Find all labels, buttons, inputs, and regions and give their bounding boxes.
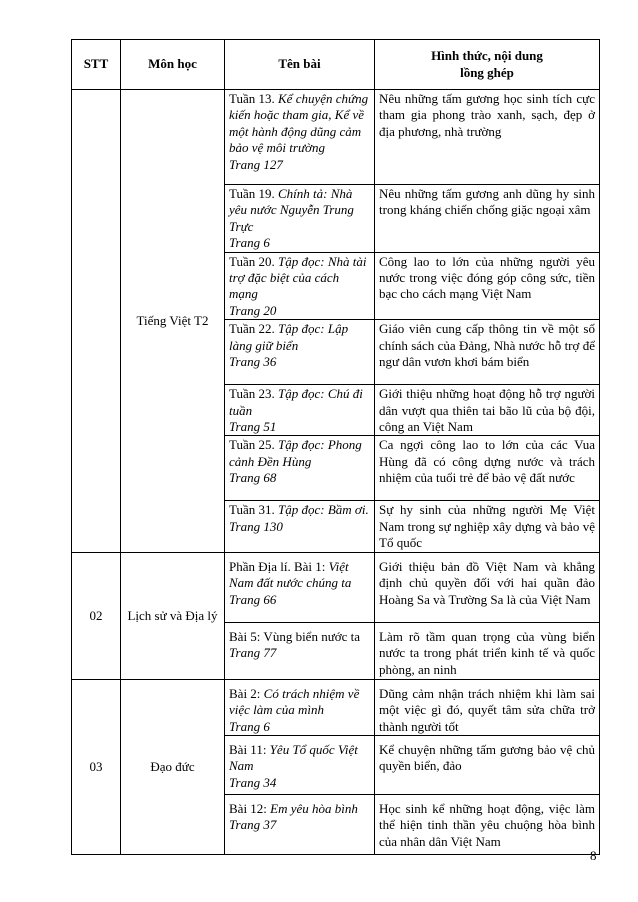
- header-content: [375, 40, 600, 90]
- lesson-cell: Tuần 31. Tập đọc: Bầm ơi. Trang 130: [225, 501, 375, 552]
- lesson-cell: Tuần 19. Chính tả: Nhà yêu nước Nguyễn Trung Trực Trang 6: [225, 185, 375, 253]
- lesson-cell: Phần Địa lí. Bài 1: Việt Nam đất nước chúng ta Trang 66: [225, 552, 375, 622]
- content-cell: Sự hy sinh của những người Mẹ Việt Nam trong sự nghiệp xây dựng và bảo vệ Tổ quốc: [375, 501, 600, 552]
- content-cell: Làm rõ tầm quan trọng của vùng biển nước ta trong phát triển kinh tế và quốc phòng, an ninh: [375, 622, 600, 679]
- lesson-cell: Tuần 23. Tập đọc: Chú đi tuần Trang 51: [225, 385, 375, 436]
- header-content-line2: lồng ghép: [460, 64, 514, 80]
- header-content-line1: Hình thức, nội dung: [431, 48, 543, 64]
- stt-cell: 03: [72, 679, 121, 854]
- content-cell: Ca ngợi công lao to lớn của các Vua Hùng đã có công dựng nước và trách nhiệm của tuổi trẻ để bảo vệ đất nước: [375, 436, 600, 501]
- content-cell: Dũng cảm nhận trách nhiệm khi làm sai một việc gì đó, quyết tâm sửa chữa trở thành người tốt: [375, 679, 600, 735]
- lesson-cell: Tuần 20. Tập đọc: Nhà tài trợ đặc biệt của cách mạng Trang 20: [225, 252, 375, 320]
- subject-cell: Lịch sử và Địa lý: [121, 552, 225, 679]
- stt-cell: 02: [72, 552, 121, 679]
- content-cell: Công lao to lớn của những người yêu nước trong việc đóng góp công sức, tiền bạc cho cách mạng Việt Nam: [375, 252, 600, 320]
- table-row: [72, 552, 600, 622]
- page-number: 8: [590, 848, 597, 863]
- content-cell: Nêu những tấm gương anh dũng hy sinh trong kháng chiến chống giặc ngoại xâm: [375, 185, 600, 253]
- header-subject: Môn học: [121, 40, 225, 90]
- stt-cell-empty: [72, 90, 121, 553]
- table-row: [72, 90, 600, 185]
- lesson-cell: Tuần 25. Tập đọc: Phong cảnh Đền Hùng Trang 68: [225, 436, 375, 501]
- table-row: [72, 679, 600, 735]
- content-cell: Giáo viên cung cấp thông tin về một số chính sách của Đảng, Nhà nước hỗ trợ để ngư dân vươn khơi bám biển: [375, 320, 600, 385]
- content-cell: Kể chuyện những tấm gương bảo vệ chủ quyền biển, đảo: [375, 735, 600, 794]
- lesson-cell: Bài 2: Có trách nhiệm về việc làm của mình Trang 6: [225, 679, 375, 735]
- lesson-cell: Bài 5: Vùng biển nước ta Trang 77: [225, 622, 375, 679]
- content-cell: Giới thiệu bản đồ Việt Nam và khẳng định chủ quyền đối với hai quần đảo Hoàng Sa và Trường Sa là của Việt Nam: [375, 552, 600, 622]
- content-cell: Học sinh kể những hoạt động, việc làm thể hiện tinh thần yêu chuộng hòa bình của nhân dân Việt Nam: [375, 794, 600, 854]
- lesson-cell: Bài 12: Em yêu hòa bình Trang 37: [225, 794, 375, 854]
- lesson-cell: Bài 11: Yêu Tổ quốc Việt Nam Trang 34: [225, 735, 375, 794]
- table-header-row: [72, 40, 600, 90]
- lesson-cell: Tuần 22. Tập đọc: Lập làng giữ biển Trang 36: [225, 320, 375, 385]
- content-cell: Giới thiệu những hoạt động hỗ trợ người dân vượt qua thiên tai bão lũ của bộ đội, công an Việt Nam: [375, 385, 600, 436]
- content-cell: Nêu những tấm gương học sinh tích cực tham gia phong trào xanh, sạch, đẹp ở địa phương, nhà trường: [375, 90, 600, 185]
- subject-cell: Đạo đức: [121, 679, 225, 854]
- header-lesson: Tên bài: [225, 40, 375, 90]
- lesson-integration-table: [71, 39, 600, 855]
- subject-cell: Tiếng Việt T2: [121, 90, 225, 553]
- lesson-cell: Tuần 13. Kể chuyện chứng kiến hoặc tham gia, Kể về một hành động dũng cảm bảo vệ môi trường Trang 127: [225, 90, 375, 185]
- header-stt: STT: [72, 40, 121, 90]
